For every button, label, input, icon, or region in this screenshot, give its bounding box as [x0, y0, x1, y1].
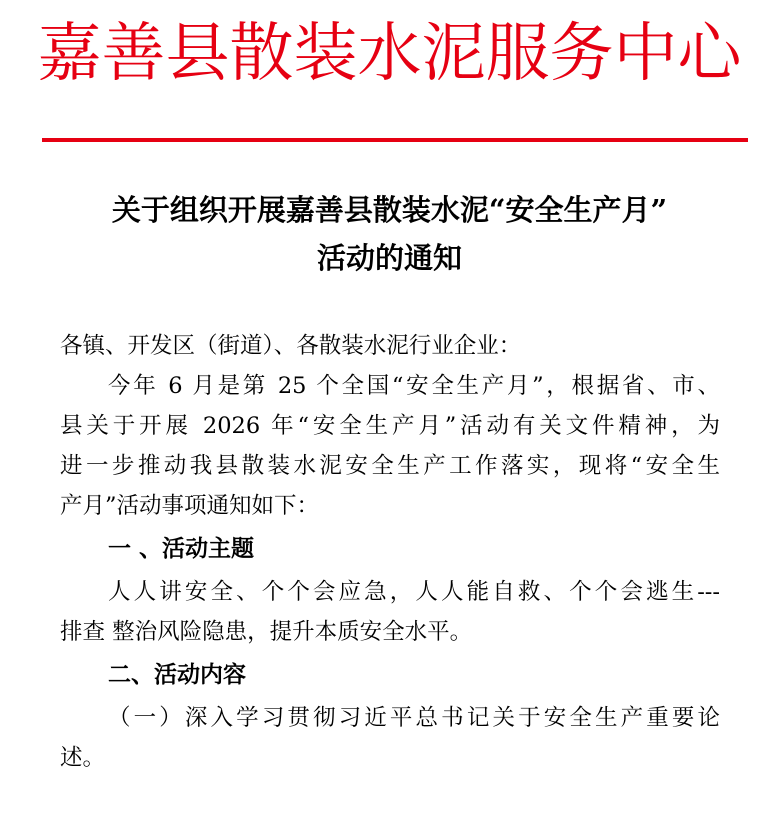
title-line-2: 活动的通知	[316, 241, 462, 275]
section-1-line-1: 人人讲安全、个个会应急，人人能自救、个个会逃生---	[108, 579, 720, 605]
notice-body	[60, 326, 720, 778]
intro-line-2: 县关于开展 2026 年“安全生产月”活动有关文件精神，为	[60, 413, 720, 439]
title-line-1: 关于组织开展嘉善县散装水泥“安全生产月”	[111, 193, 668, 227]
salutation: 各镇、开发区（街道）、各散装水泥行业企业：	[60, 333, 522, 359]
masthead-red-rule	[42, 138, 748, 142]
intro-line-3: 进一步推动我县散装水泥安全生产工作落实，现将“安全生	[60, 453, 720, 479]
section-1-line-2: 排查 整治风险隐患，提升本质安全水平。	[60, 619, 473, 645]
masthead-org-name: 嘉善县散装水泥服务中心	[37, 17, 742, 91]
intro-line-1: 今年 6 月是第 25 个全国“安全生产月”，根据省、市、	[108, 373, 720, 399]
section-2-heading: 二、活动内容	[108, 662, 246, 688]
section-2-line-1: （一）深入学习贯彻习近平总书记关于安全生产重要论	[108, 705, 720, 731]
section-1-heading: 一 、活动主题	[108, 536, 255, 562]
intro-line-4: 产月”活动事项通知如下：	[60, 493, 320, 519]
notice-title	[0, 186, 779, 282]
section-2-line-2: 述。	[60, 745, 106, 771]
